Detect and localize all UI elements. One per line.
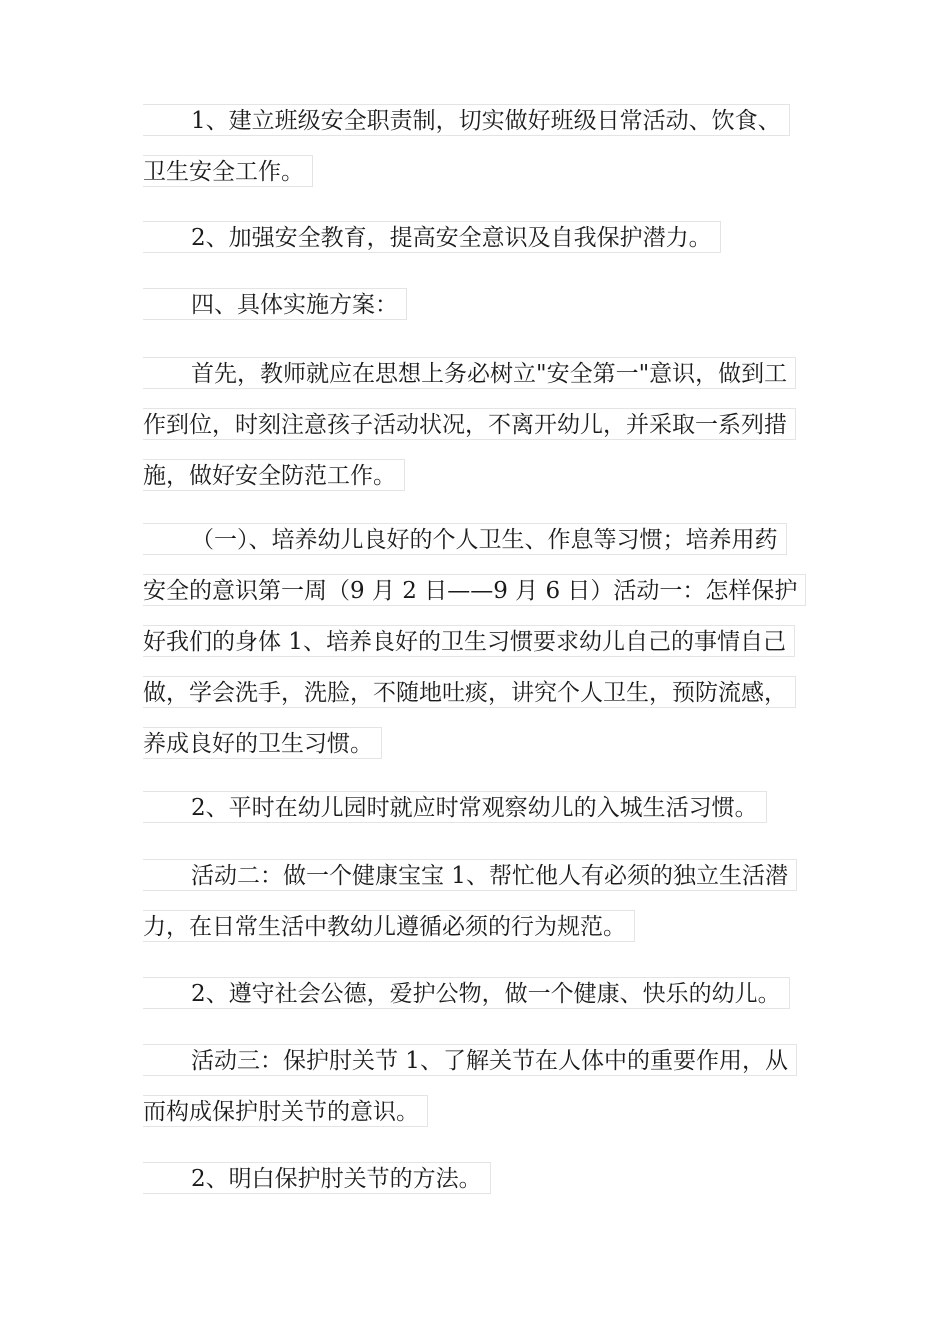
section-heading-implementation xyxy=(143,288,813,339)
paragraph-elbow-protection xyxy=(143,1162,813,1213)
text-line: 做，学会洗手，洗脸，不随地吐痰，讲究个人卫生，预防流感， xyxy=(143,676,813,710)
text-line: 养成良好的卫生习惯。 xyxy=(143,727,813,761)
text-line: 卫生安全工作。 xyxy=(143,155,813,189)
text-line: 好我们的身体 1、培养良好的卫生习惯要求幼儿自己的事情自己 xyxy=(143,625,813,659)
text-line: 四、具体实施方案： xyxy=(143,288,813,322)
paragraph-safety-responsibility xyxy=(143,104,813,206)
text-line: 1、建立班级安全职责制，切实做好班级日常活动、饮食、 xyxy=(143,104,813,138)
text-line: 安全的意识第一周（9 月 2 日——9 月 6 日）活动一：怎样保护 xyxy=(143,574,813,608)
text-line: 2、明白保护肘关节的方法。 xyxy=(143,1162,813,1196)
text-line: 2、平时在幼儿园时就应时常观察幼儿的入城生活习惯。 xyxy=(143,791,813,825)
text-line: 首先，教师就应在思想上务必树立"安全第一"意识，做到工 xyxy=(143,357,813,391)
text-line: 活动二：做一个健康宝宝 1、帮忙他人有必须的独立生活潜 xyxy=(143,859,813,893)
paragraph-hygiene-habits xyxy=(143,523,813,778)
paragraph-observe-habits xyxy=(143,791,813,842)
text-line: 作到位，时刻注意孩子活动状况，不离开幼儿，并采取一系列措 xyxy=(143,408,813,442)
text-line: 2、加强安全教育，提高安全意识及自我保护潜力。 xyxy=(143,221,813,255)
paragraph-activity-three xyxy=(143,1044,813,1146)
text-line: 施，做好安全防范工作。 xyxy=(143,459,813,493)
text-line: 2、遵守社会公德，爱护公物，做一个健康、快乐的幼儿。 xyxy=(143,977,813,1011)
paragraph-teacher-awareness xyxy=(143,357,813,510)
text-line: 活动三：保护肘关节 1、了解关节在人体中的重要作用，从 xyxy=(143,1044,813,1078)
text-line: （一）、培养幼儿良好的个人卫生、作息等习惯；培养用药 xyxy=(143,523,813,557)
text-line: 力，在日常生活中教幼儿遵循必须的行为规范。 xyxy=(143,910,813,944)
text-line: 而构成保护肘关节的意识。 xyxy=(143,1095,813,1129)
paragraph-activity-two xyxy=(143,859,813,961)
paragraph-safety-education xyxy=(143,221,813,272)
paragraph-public-morality xyxy=(143,977,813,1028)
